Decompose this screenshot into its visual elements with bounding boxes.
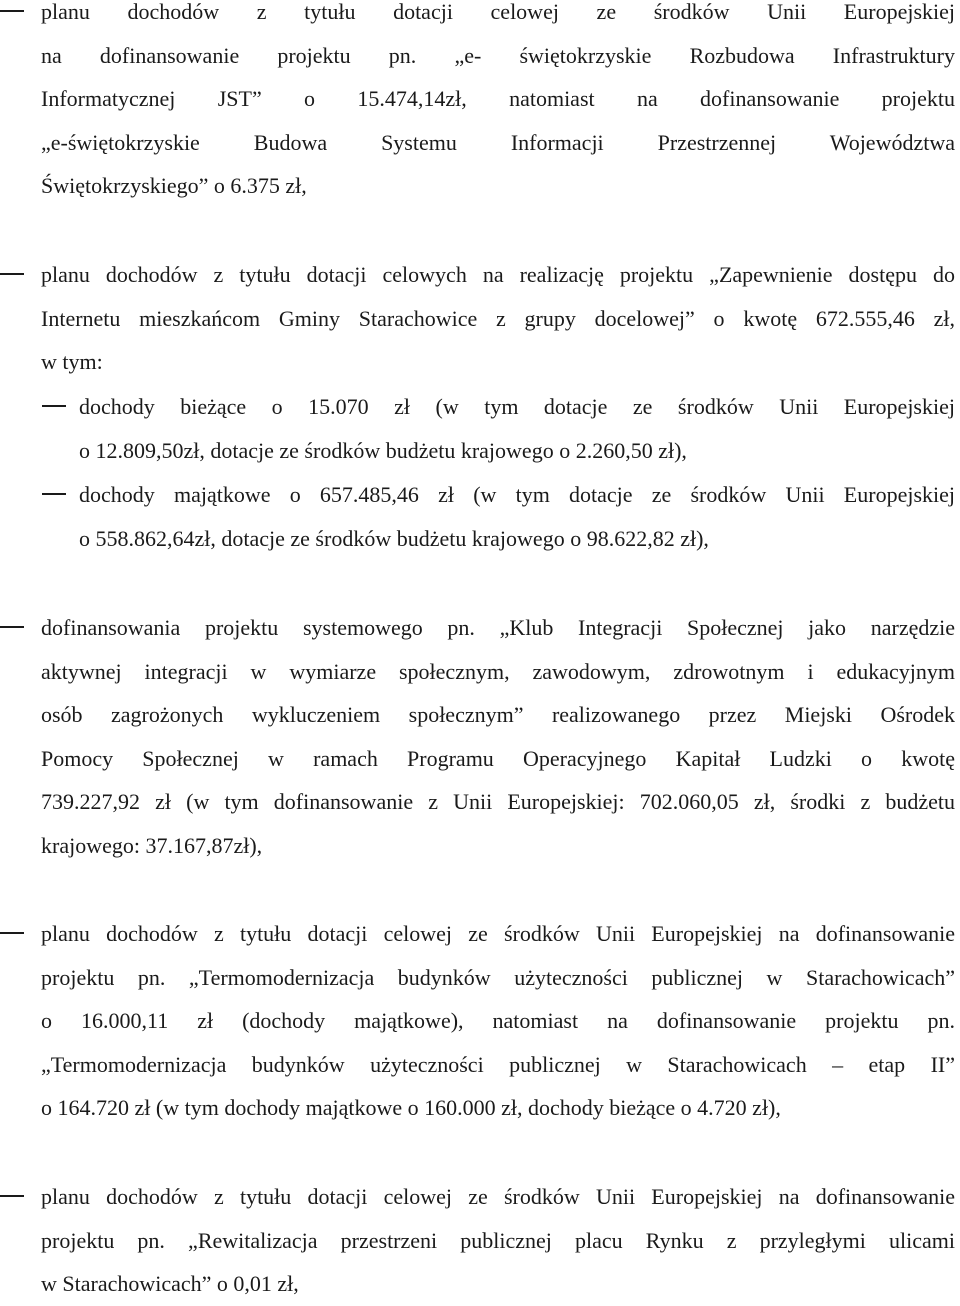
- dash-bullet: [42, 493, 66, 495]
- text-line: Informatycznej JST” o 15.474,14zł, natomiast na dofinansowanie projektu: [41, 86, 955, 111]
- dash-bullet: [42, 405, 66, 407]
- dash-bullet: [0, 626, 24, 628]
- text-line: planu dochodów z tytułu dotacji celowej ze środków Unii Europejskiej na dofinansowanie: [41, 1184, 955, 1209]
- text-line: o 12.809,50zł, dotacje ze środków budżetu krajowego o 2.260,50 zł),: [79, 437, 687, 463]
- text-line: dochody bieżące o 15.070 zł (w tym dotacje ze środków Unii Europejskiej: [79, 394, 955, 419]
- text-line: o 16.000,11 zł (dochody majątkowe), natomiast na dofinansowanie projektu pn.: [41, 1008, 955, 1033]
- dash-bullet: [0, 932, 24, 934]
- text-line: aktywnej integracji w wymiarze społecznym, zawodowym, zdrowotnym i edukacyjnym: [41, 658, 955, 684]
- text-line: krajowego: 37.167,87zł),: [41, 832, 263, 858]
- text-line: projektu pn. „Termomodernizacja budynków użyteczności publicznej w Starachowicach”: [41, 964, 955, 990]
- text-line: planu dochodów z tytułu dotacji celowej ze środków Unii Europejskiej na dofinansowanie: [41, 921, 955, 946]
- text-line: „e-świętokrzyskie Budowa Systemu Informacji Przestrzennej Województwa: [41, 129, 955, 155]
- text-line: Internetu mieszkańcom Gminy Starachowice z grupy docelowej” o kwotę 672.555,46 zł,: [41, 305, 955, 331]
- text-line: planu dochodów z tytułu dotacji celowej ze środków Unii Europejskiej: [41, 0, 955, 24]
- text-line: „Termomodernizacja budynków użyteczności publicznej w Starachowicach – etap II”: [41, 1051, 955, 1077]
- text-line: o 164.720 zł (w tym dochody majątkowe o 160.000 zł, dochody bieżące o 4.720 zł),: [41, 1095, 781, 1120]
- text-line: o 558.862,64zł, dotacje ze środków budżetu krajowego o 98.622,82 zł),: [79, 525, 709, 551]
- text-line: na dofinansowanie projektu pn. „e- świętokrzyskie Rozbudowa Infrastruktury: [41, 42, 955, 68]
- text-line: dofinansowania projektu systemowego pn. „Klub Integracji Społecznej jako narzędzie: [41, 615, 955, 640]
- dash-bullet: [0, 10, 24, 12]
- text-line: Pomocy Społecznej w ramach Programu Operacyjnego Kapitał Ludzki o kwotę: [41, 745, 955, 771]
- text-line: w Starachowicach” o 0,01 zł,: [41, 1271, 299, 1296]
- text-line: w tym:: [41, 349, 103, 374]
- text-line: 739.227,92 zł (w tym dofinansowanie z Unii Europejskiej: 702.060,05 zł, środki z budżetu: [41, 789, 955, 814]
- text-line: projektu pn. „Rewitalizacja przestrzeni publicznej placu Rynku z przyległymi ulicami: [41, 1227, 955, 1253]
- text-line: dochody majątkowe o 657.485,46 zł (w tym dotacje ze środków Unii Europejskiej: [79, 482, 955, 507]
- dash-bullet: [0, 1195, 24, 1197]
- text-line: Świętokrzyskiego” o 6.375 zł,: [41, 173, 307, 198]
- text-line: planu dochodów z tytułu dotacji celowych na realizację projektu „Zapewnienie dostępu do: [41, 262, 955, 287]
- dash-bullet: [0, 273, 24, 275]
- text-line: osób zagrożonych wykluczeniem społecznym” realizowanego przez Miejski Ośrodek: [41, 702, 955, 727]
